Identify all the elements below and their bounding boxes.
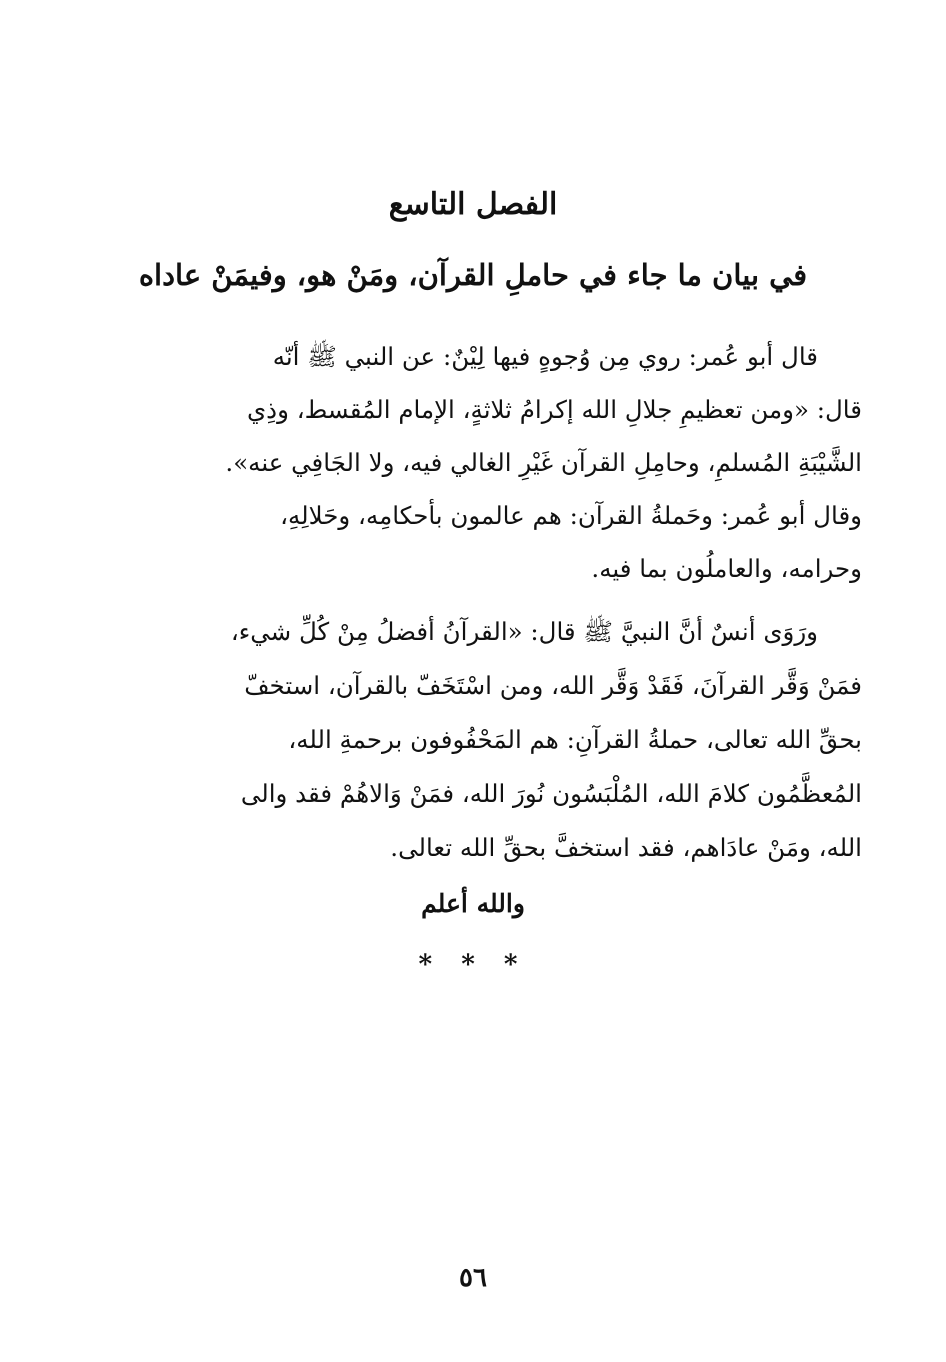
paragraph-2: [80, 605, 862, 875]
paragraph-1-line-1: قال أبو عُمر: روي مِن وُجوهٍ فيها لِيْنٌ: عن النبي ﷺ أنّه: [272, 342, 818, 371]
paragraph-2-line-2: فمَنْ وَقَّر القرآنَ، فَقَدْ وَقَّر الله، ومن اسْتَخَفّ بالقرآن، استخفّ: [244, 671, 862, 700]
paragraph-2-line-4: المُعظَّمُون كلامَ الله، المُلْبَسُون نُورَ الله، فمَنْ وَالاهُمْ فقد والى: [240, 779, 862, 808]
paragraph-1-line-4: وقال أبو عُمر: وحَملةُ القرآن: هم عالمون بأحكامِه، وحَلالِهِ،: [280, 501, 862, 530]
paragraph-1: [80, 330, 862, 595]
paragraph-2-line-3: بحقِّ الله تعالى، حملةُ القرآنِ: هم المَحْفُوفون برحمةِ الله،: [288, 725, 862, 754]
paragraph-2-line-5: الله، ومَنْ عادَاهم، فقد استخفَّ بحقِّ الله تعالى.: [390, 833, 862, 862]
section-separator: * * *: [418, 950, 528, 980]
chapter-subtitle: في بيان ما جاء في حاملِ القرآن، ومَنْ هو، وفيمَنْ عاداه: [138, 258, 808, 292]
paragraph-1-line-3: الشَّيْبَةِ المُسلمِ، وحامِلِ القرآن غَيْرِ الغالي فيه، ولا الجَافِي عنه».: [225, 448, 862, 477]
closing-phrase: والله أعلم: [421, 889, 525, 918]
paragraph-1-line-5: وحرامه، والعاملُون بما فيه.: [591, 554, 862, 583]
paragraph-1-line-2: قال: «ومن تعظيمِ جلالِ الله إكرامُ ثلاثةٍ، الإمام المُقسط، وذِي: [246, 395, 862, 424]
paragraph-2-line-1: ورَوَى أنسٌ أنَّ النبيَّ ﷺ قال: «القرآنُ أفضلُ مِنْ كُلِّ شيء،: [230, 617, 818, 646]
chapter-title: الفصل التاسع: [388, 187, 558, 222]
page-number: ٥٦: [459, 1263, 487, 1293]
